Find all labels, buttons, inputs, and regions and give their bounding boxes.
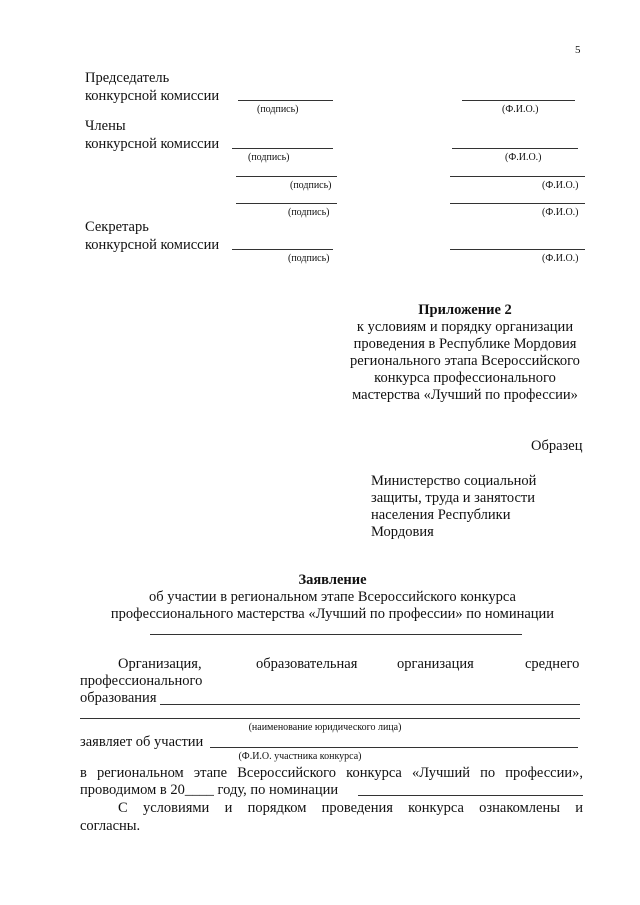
secretary-fio-caption: (Ф.И.О.): [542, 253, 579, 264]
chairman-fio-caption: (Ф.И.О.): [502, 104, 539, 115]
appendix-line: мастерства «Лучший по профессии»: [352, 387, 578, 403]
secretary-label-line1: Секретарь: [85, 219, 149, 235]
appendix-line: к условиям и порядку организации: [356, 319, 574, 335]
member1-fio-caption: (Ф.И.О.): [505, 152, 542, 163]
member2-fio-line: [450, 176, 585, 177]
secretary-signature-caption: (подпись): [288, 253, 330, 264]
p1-word: организация: [397, 656, 474, 672]
addressee-line: населения Республики: [371, 507, 511, 523]
secretary-fio-line: [450, 249, 585, 250]
addressee-line: Мордовия: [371, 524, 434, 540]
p1-line2: профессионального: [80, 673, 203, 689]
appendix-line: регионального этапа Всероссийского: [350, 353, 580, 369]
member3-signature-line: [236, 203, 337, 204]
member2-fio-caption: (Ф.И.О.): [542, 180, 579, 191]
appendix-title: Приложение 2: [418, 302, 512, 318]
chairman-label-line1: Председатель: [85, 70, 170, 86]
application-subtitle-line1: об участии в региональном этапе Всероссийского конкурса: [149, 589, 516, 605]
p1-word: Организация,: [118, 656, 202, 672]
p3-line2: согласны.: [80, 818, 141, 834]
chairman-signature-caption: (подпись): [257, 104, 299, 115]
members-label-line1: Члены: [85, 118, 126, 134]
secretary-label-line2: конкурсной комиссии: [85, 237, 220, 253]
p3-line1: С условиями и порядком проведения конкурса ознакомлены и: [118, 800, 583, 816]
chairman-label-line2: конкурсной комиссии: [85, 88, 220, 104]
organization-field-line2[interactable]: [80, 718, 580, 719]
p1-word: среднего: [525, 656, 580, 672]
participant-caption: (Ф.И.О. участника конкурса): [238, 751, 362, 762]
addressee-line: защиты, труда и занятости: [371, 490, 536, 506]
nomination-field-2[interactable]: [358, 795, 583, 796]
member1-fio-line: [452, 148, 578, 149]
member3-fio-line: [450, 203, 585, 204]
page-number: 5: [575, 44, 581, 56]
p1-line3: образования: [80, 690, 157, 706]
chairman-signature-line: [238, 100, 333, 101]
member1-signature-line: [232, 148, 333, 149]
p2-line2: проводимом в 20____ году, по номинации: [80, 782, 339, 798]
p1-word: образовательная: [256, 656, 358, 672]
sample-label: Образец: [531, 438, 583, 454]
member3-signature-caption: (подпись): [288, 207, 330, 218]
member2-signature-caption: (подпись): [290, 180, 332, 191]
appendix-line: проведения в Республике Мордовия: [353, 336, 577, 352]
participant-field[interactable]: [210, 747, 578, 748]
legal-entity-caption: (наименование юридического лица): [248, 722, 402, 733]
p2-line1: в региональном этапе Всероссийского конкурса «Лучший по профессии»,: [80, 765, 583, 781]
application-subtitle-line2: профессионального мастерства «Лучший по профессии» по номинации: [110, 606, 555, 622]
secretary-signature-line: [232, 249, 333, 250]
member2-signature-line: [236, 176, 337, 177]
chairman-fio-line: [462, 100, 575, 101]
organization-field[interactable]: [160, 704, 580, 705]
members-label-line2: конкурсной комиссии: [85, 136, 220, 152]
member3-fio-caption: (Ф.И.О.): [542, 207, 579, 218]
application-title: Заявление: [298, 572, 367, 588]
member1-signature-caption: (подпись): [248, 152, 290, 163]
nomination-field[interactable]: [150, 634, 522, 635]
appendix-line: конкурса профессионального: [374, 370, 556, 386]
declares-label: заявляет об участии: [80, 734, 204, 750]
addressee-line: Министерство социальной: [371, 473, 537, 489]
